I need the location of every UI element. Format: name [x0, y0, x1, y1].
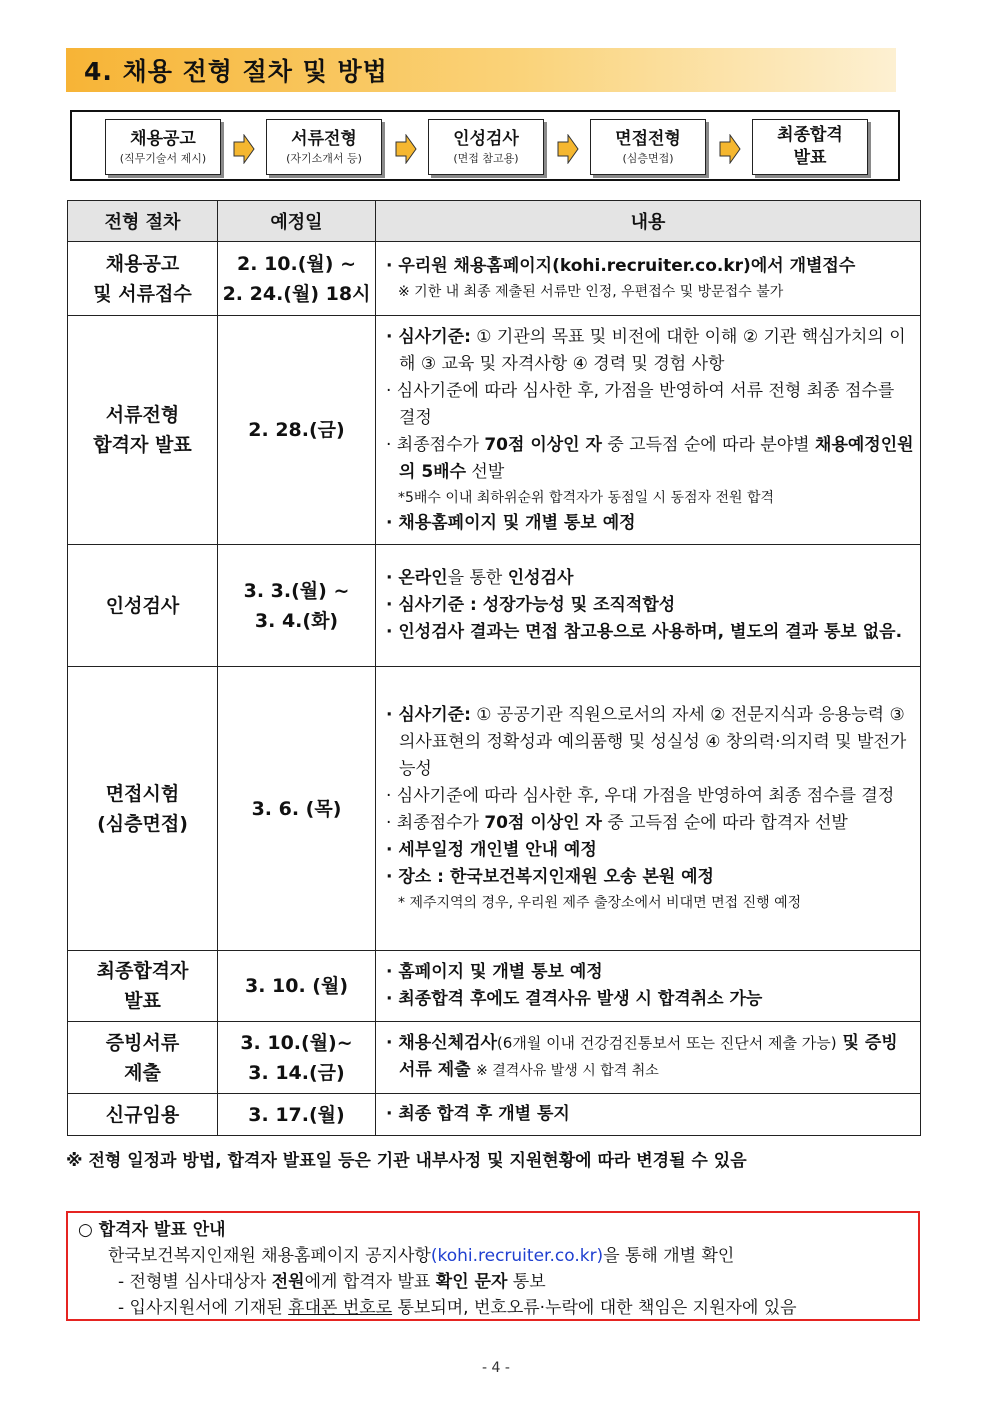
procedure-cell — [68, 951, 218, 1022]
procedure-cell — [68, 545, 218, 667]
procedure-cell — [68, 667, 218, 951]
notice-text: - 전형별 심사대상자 — [118, 1272, 272, 1292]
content-bold: · 채용신체검사 — [386, 1033, 497, 1053]
content-bold: · 심사기준 : 성장가능성 및 조직적합성 — [386, 595, 676, 615]
content-bold: · 심사기준: — [386, 705, 471, 725]
flow-step-sub: (직무기술서 제시) — [119, 151, 207, 165]
date-cell — [218, 316, 376, 545]
flow-step-1 — [105, 119, 221, 175]
notice-link[interactable]: (kohi.recruiter.co.kr) — [430, 1246, 604, 1266]
date-line: 3. 17.(월) — [248, 1103, 345, 1126]
flow-step-2 — [266, 119, 382, 175]
content-bold: 채용예정인원의 5배수 — [399, 434, 914, 482]
flow-step-title: 서류전형 — [291, 128, 357, 149]
content-bold: · 최종합격 후에도 결격사유 발생 시 합격취소 가능 — [386, 989, 763, 1009]
date-line: 3. 10.(월)~ — [240, 1031, 353, 1054]
content-line: · 우리원 채용홈페이지(kohi.recruiter.co.kr)에서 개별접수 — [386, 256, 856, 276]
flow-step-3 — [428, 119, 544, 175]
content-cell — [376, 242, 921, 316]
procedure-line: 제출 — [124, 1061, 161, 1084]
table-row — [68, 316, 921, 545]
content-text: 중 고득점 순에 따라 분야별 — [601, 434, 816, 455]
content-note: ※ 결격사유 발생 시 합격 취소 — [476, 1063, 659, 1079]
content-text: (6개월 이내 건강검진통보서 또는 진단서 제출 가능) — [496, 1034, 837, 1052]
date-cell — [218, 951, 376, 1022]
section-heading — [66, 48, 896, 92]
content-cell — [376, 1094, 921, 1136]
content-text: 을 통한 — [447, 568, 508, 588]
flow-step-4 — [590, 119, 706, 175]
process-flow — [70, 110, 900, 181]
procedure-line: 증빙서류 — [105, 1031, 180, 1054]
date-cell — [218, 545, 376, 667]
content-bold: · 세부일정 개인별 안내 예정 — [386, 840, 597, 860]
content-bold: · 장소 : 한국보건복지인재원 오송 본원 예정 — [386, 867, 714, 887]
procedure-line: 최종합격자 — [96, 960, 189, 982]
date-line: 3. 4.(화) — [254, 609, 339, 632]
date-cell — [218, 667, 376, 951]
table-row — [68, 242, 921, 316]
header-content: 내용 — [376, 201, 921, 242]
content-bold: 70점 이상인 자 — [484, 434, 602, 455]
arrow-right-icon — [395, 134, 417, 164]
procedure-line: 면접시험 — [105, 782, 180, 805]
table-row — [68, 667, 921, 951]
content-line: · 심사기준에 따라 심사한 후, 가점을 반영하여 서류 전형 최종 점수를 결정 — [386, 380, 895, 428]
table-row — [68, 951, 921, 1022]
content-bold: 및 증빙서류 제출 — [399, 1033, 898, 1080]
content-text: ① 공공기관 직원으로서의 자세 ② 전문지식과 응용능력 ③ 의사표현의 정확성과 예의품행 및 성실성 ④ 창의력·의지력 및 발전가능성 — [399, 705, 907, 779]
content-cell — [376, 545, 921, 667]
flow-step-5 — [752, 119, 868, 175]
flow-step-title: 채용공고 — [130, 128, 196, 149]
content-note: *5배수 이내 최하위순위 합격자가 동점일 시 동점자 전원 합격 — [398, 489, 775, 506]
procedure-line: 및 서류접수 — [93, 282, 192, 305]
date-line: 3. 14.(금) — [248, 1061, 345, 1084]
date-line: 2. 10.(월) ~ — [237, 252, 356, 275]
flow-step-sub: (자기소개서 등) — [286, 151, 362, 165]
arrow-right-icon — [233, 134, 255, 164]
date-cell — [218, 1094, 376, 1136]
flow-step-title-2: 발표 — [793, 148, 827, 168]
content-text: ① 기관의 목표 및 비전에 대한 이해 ② 기관 핵심가치의 이해 ③ 교육 및 자격사항 ④ 경력 및 경험 사항 — [399, 326, 906, 374]
content-bold: · 최종 합격 후 개별 통지 — [386, 1104, 570, 1124]
notice-text: 을 통해 개별 확인 — [603, 1246, 735, 1266]
flow-step-sub: (면접 참고용) — [453, 151, 519, 165]
notice-text: 통보 — [507, 1272, 546, 1292]
procedure-cell — [68, 242, 218, 316]
procedure-cell — [68, 316, 218, 545]
date-cell — [218, 242, 376, 316]
procedure-line: 서류전형 — [105, 404, 180, 426]
content-text: · 최종점수가 — [386, 813, 485, 833]
content-cell — [376, 667, 921, 951]
schedule-table — [67, 200, 921, 1136]
flow-step-title: 면접전형 — [615, 128, 681, 149]
schedule-footnote: ※ 전형 일정과 방법, 합격자 발표일 등은 기관 내부사정 및 지원현황에 따라 변경될 수 있음 — [66, 1151, 747, 1171]
procedure-line: 합격자 발표 — [93, 434, 192, 456]
procedure-cell — [68, 1022, 218, 1094]
content-note: * 제주지역의 경우, 우리원 제주 출장소에서 비대면 면접 진행 예정 — [398, 895, 802, 911]
procedure-line: 신규임용 — [105, 1103, 180, 1126]
table-row — [68, 1094, 921, 1136]
table-header-row — [68, 201, 921, 242]
notice-title: ○ 합격자 발표 안내 — [78, 1220, 226, 1240]
content-bold: · 인성검사 결과는 면접 참고용으로 사용하며, 별도의 결과 통보 없음. — [386, 622, 903, 642]
flow-step-title: 인성검사 — [453, 128, 519, 149]
procedure-line: (심층면접) — [97, 812, 188, 835]
date-cell — [218, 1022, 376, 1094]
content-note: ※ 기한 내 최종 제출된 서류만 인정, 우편접수 및 방문접수 불가 — [398, 284, 784, 300]
content-bold: 70점 이상인 자 — [484, 813, 602, 833]
content-line: · 심사기준에 따라 심사한 후, 우대 가점을 반영하여 최종 점수를 결정 — [386, 786, 895, 806]
procedure-line: 채용공고 — [105, 252, 180, 275]
content-text: 선발 — [466, 461, 505, 482]
notice-bold: 확인 문자 — [435, 1272, 508, 1292]
content-cell — [376, 1022, 921, 1094]
notice-text: 통보되며, 번호오류·누락에 대한 책임은 지원자에 있음 — [392, 1298, 797, 1318]
procedure-line: 인성검사 — [105, 594, 180, 617]
arrow-right-icon — [557, 134, 579, 164]
procedure-line: 발표 — [124, 990, 161, 1012]
arrow-right-icon — [719, 134, 741, 164]
content-cell — [376, 316, 921, 545]
content-bold: 인성검사 — [507, 568, 574, 588]
notice-bold: 전원 — [271, 1272, 305, 1292]
section-heading-text: 4. 채용 전형 절차 및 방법 — [84, 57, 388, 86]
procedure-cell — [68, 1094, 218, 1136]
date-line: 3. 3.(월) ~ — [243, 579, 350, 602]
notice-underline: 휴대폰 번호로 — [288, 1298, 393, 1318]
content-bold: · 홈페이지 및 개별 통보 예정 — [386, 962, 603, 982]
content-text: · 최종점수가 — [386, 434, 485, 455]
date-line: 3. 10. (월) — [244, 975, 349, 997]
date-line: 2. 24.(월) 18시 — [222, 282, 371, 305]
notice-text: 한국보건복지인재원 채용홈페이지 공지사항 — [108, 1246, 431, 1266]
notice-box — [66, 1211, 920, 1321]
page-number: - 4 - — [482, 1360, 510, 1376]
header-date: 예정일 — [218, 201, 376, 242]
content-text: 중 고득점 순에 따라 합격자 선발 — [601, 813, 848, 833]
flow-step-title: 최종합격 — [777, 125, 843, 145]
date-line: 3. 6. (목) — [251, 797, 342, 820]
header-procedure: 전형 절차 — [68, 201, 218, 242]
content-bold: · 채용홈페이지 및 개별 통보 예정 — [386, 512, 636, 533]
notice-text: - 입사지원서에 기재된 — [118, 1298, 289, 1318]
content-bold: · 온라인 — [386, 568, 448, 588]
notice-text: 에게 합격자 발표 — [304, 1272, 436, 1292]
date-line: 2. 28.(금) — [248, 419, 345, 441]
content-cell — [376, 951, 921, 1022]
table-row — [68, 1022, 921, 1094]
table-row — [68, 545, 921, 667]
content-bold: · 심사기준: — [386, 326, 471, 347]
flow-step-sub: (심층면접) — [622, 151, 674, 165]
